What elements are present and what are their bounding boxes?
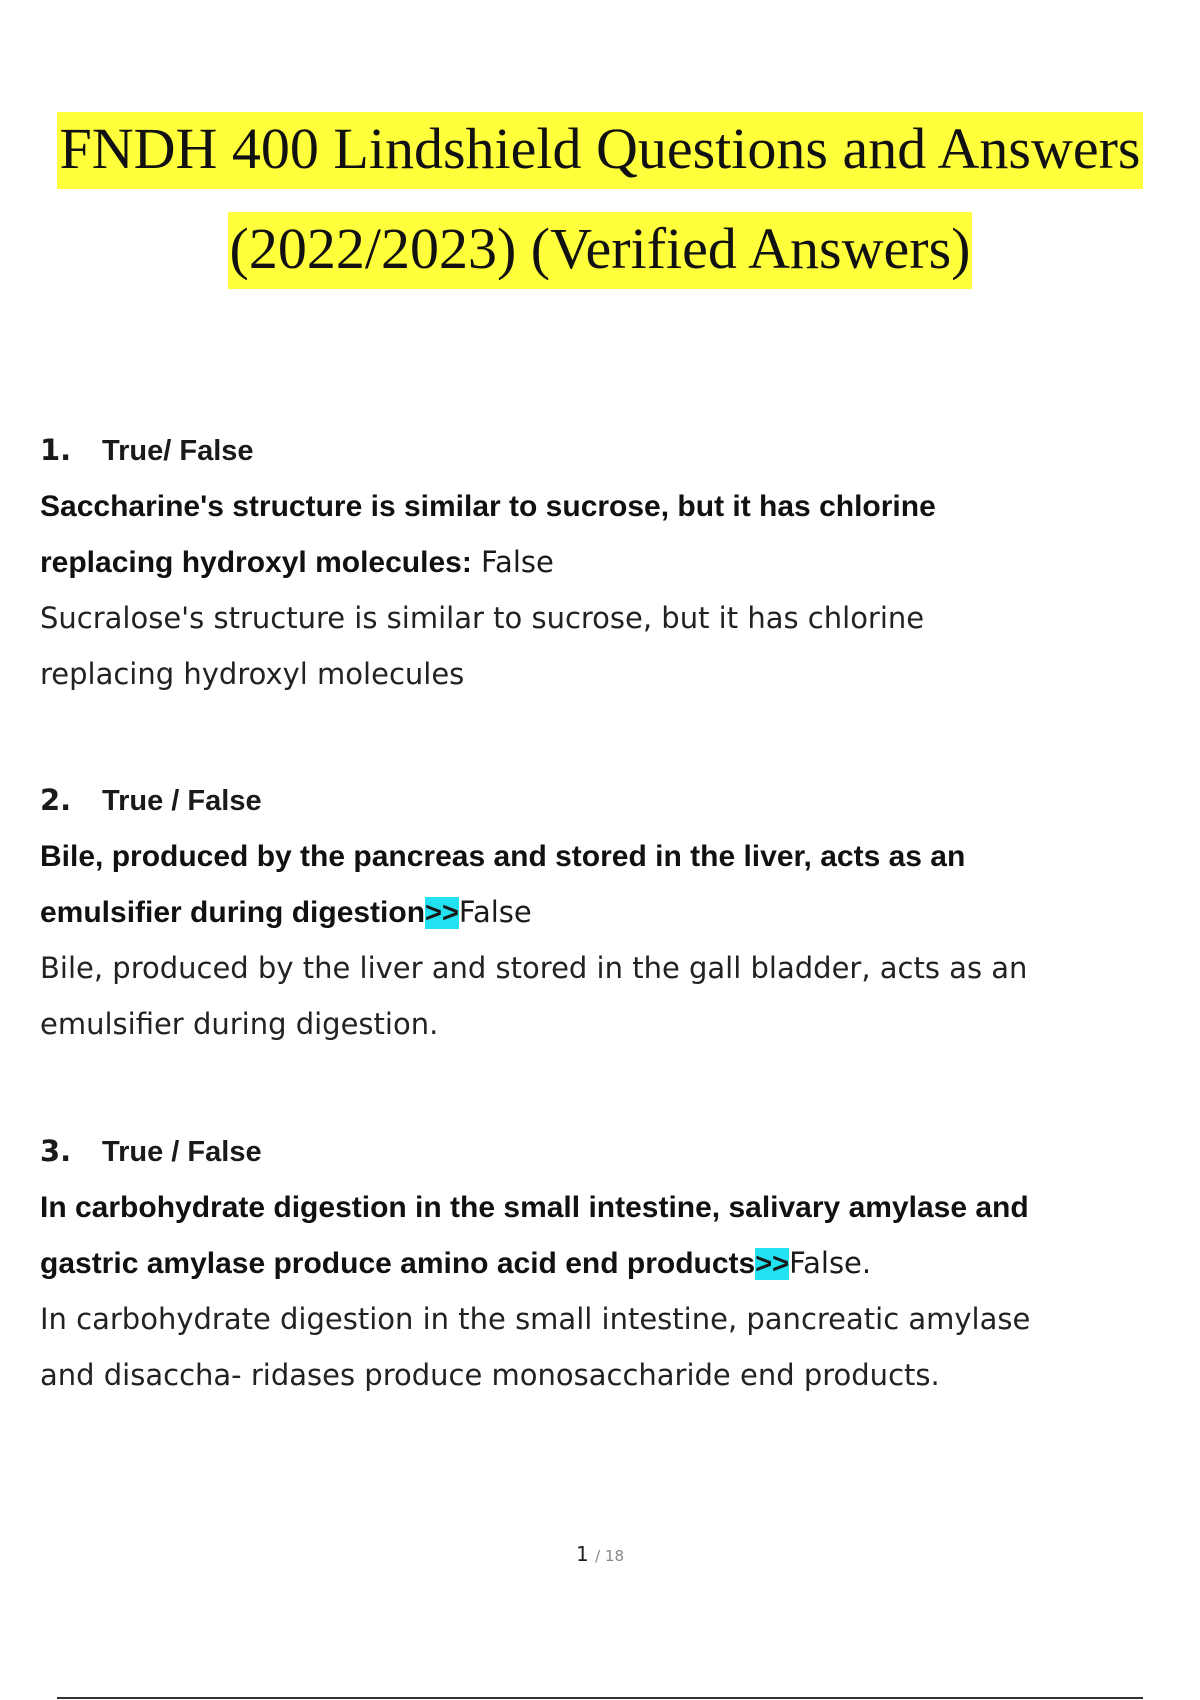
question-number: 2. [40, 783, 72, 817]
question-text-line-2 [40, 542, 1170, 582]
question-type: True / False [102, 1136, 262, 1168]
question-text-line-1 [40, 1187, 1170, 1227]
question-text: Bile, produced by the pancreas and stored in the liver, acts as an [40, 840, 966, 873]
question-header [40, 780, 1170, 820]
explanation-line-2: and disaccha- ridases produce monosaccharide end products. [40, 1358, 940, 1392]
page-total: / 18 [595, 1547, 624, 1565]
question-number: 3. [40, 1134, 72, 1168]
answer: False [471, 545, 554, 579]
explanation-line-2: emulsifier during digestion. [40, 1007, 439, 1041]
explanation-line-1: In carbohydrate digestion in the small intestine, pancreatic amylase [40, 1302, 1031, 1336]
page-number [0, 1542, 1200, 1566]
page-current: 1 [575, 1542, 589, 1566]
question-3 [40, 1131, 1170, 1395]
answer-separator: >> [755, 1248, 790, 1280]
document-title-line-1 [0, 116, 1200, 181]
question-type: True / False [102, 785, 262, 817]
question-1 [40, 430, 1170, 694]
question-type: True/ False [102, 435, 254, 467]
title-highlight-1: FNDH 400 Lindshield Questions and Answers [57, 112, 1142, 189]
explanation-line-1: Sucralose's structure is similar to sucrose, but it has chlorine [40, 601, 925, 635]
question-text-line-2 [40, 892, 1170, 932]
question-text-line-1 [40, 486, 1170, 526]
answer-separator: >> [425, 897, 459, 929]
question-text: emulsifier during digestion [40, 896, 426, 929]
explanation-line-1: Bile, produced by the liver and stored in the gall bladder, acts as an [40, 951, 1028, 985]
question-number: 1. [40, 433, 72, 467]
question-header [40, 430, 1170, 470]
answer: False. [789, 1246, 872, 1280]
answer: False [458, 895, 532, 929]
document-title-line-2 [0, 216, 1200, 281]
title-highlight-2: (2022/2023) (Verified Answers) [228, 212, 973, 289]
question-2 [40, 780, 1170, 1044]
question-text: Saccharine's structure is similar to sucrose, but it has chlorine [40, 490, 936, 523]
question-text-line-2 [40, 1243, 1170, 1283]
question-header [40, 1131, 1170, 1171]
question-text-line-1 [40, 836, 1170, 876]
question-text: In carbohydrate digestion in the small intestine, salivary amylase and [40, 1191, 1029, 1224]
question-text: gastric amylase produce amino acid end products [40, 1247, 756, 1280]
explanation-line-2: replacing hydroxyl molecules [40, 657, 465, 691]
question-text: replacing hydroxyl molecules: [40, 546, 472, 579]
page-bottom-divider [57, 1697, 1143, 1699]
